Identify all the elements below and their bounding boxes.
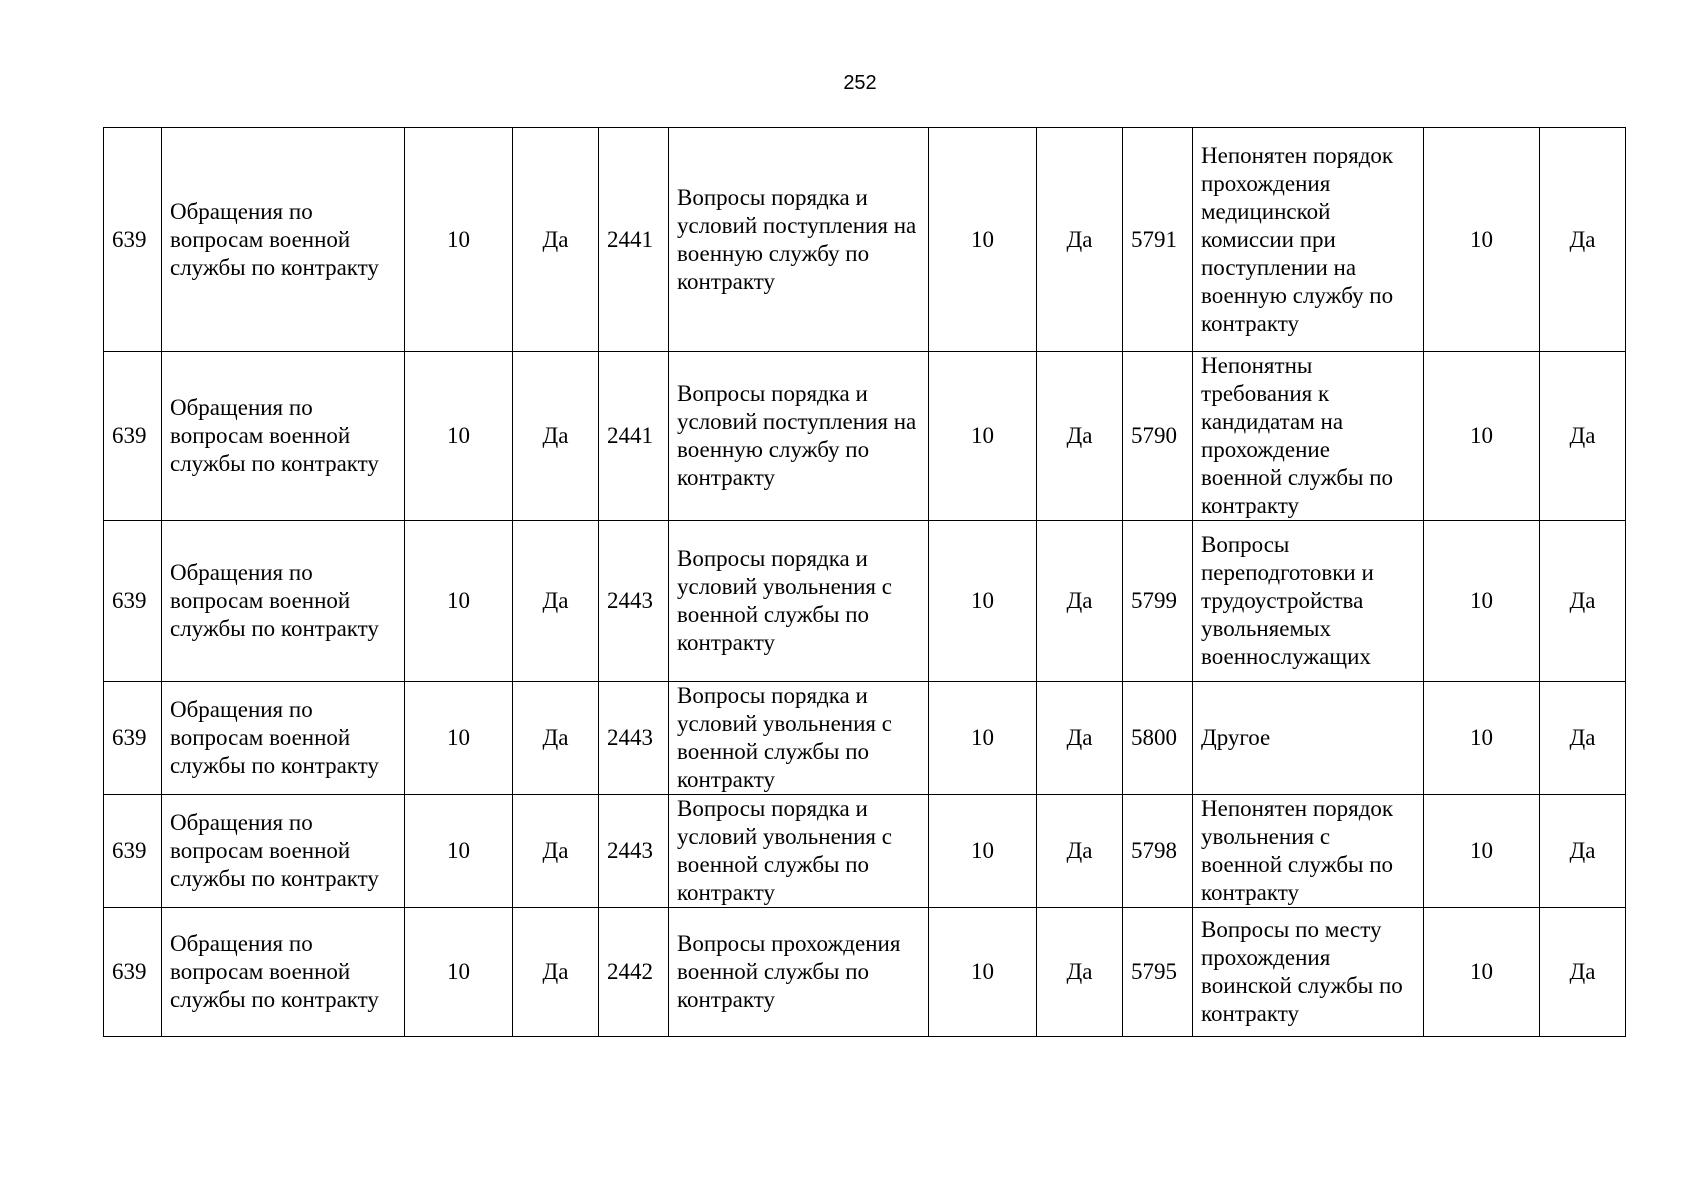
question-code-cell: 5800 xyxy=(1123,682,1193,795)
row-number-cell: 639 xyxy=(104,128,162,352)
question-code-cell: 5790 xyxy=(1123,352,1193,521)
subtopic-score-cell: 10 xyxy=(929,521,1037,682)
topic-score-cell: 10 xyxy=(405,682,513,795)
subtopic-score-cell: 10 xyxy=(929,795,1037,908)
topic-cell: Обращения по вопросам военной службы по контракту xyxy=(162,908,405,1037)
topic-flag-cell: Да xyxy=(513,682,599,795)
table-row xyxy=(104,795,1626,908)
topic-score-cell: 10 xyxy=(405,795,513,908)
topic-score-cell: 10 xyxy=(405,128,513,352)
question-cell: Другое xyxy=(1193,682,1424,795)
subtopic-code-cell: 2443 xyxy=(599,682,669,795)
topic-flag-cell: Да xyxy=(513,128,599,352)
table-body xyxy=(104,128,1626,1037)
subtopic-flag-cell: Да xyxy=(1037,682,1123,795)
row-number-cell: 639 xyxy=(104,908,162,1037)
topic-score-cell: 10 xyxy=(405,352,513,521)
question-score-cell: 10 xyxy=(1424,352,1540,521)
table-row xyxy=(104,908,1626,1037)
question-score-cell: 10 xyxy=(1424,128,1540,352)
subtopic-cell: Вопросы порядка и условий увольнения с военной службы по контракту xyxy=(669,795,929,908)
table-row xyxy=(104,352,1626,521)
question-cell: Вопросы переподготовки и трудоустройства увольняемых военнослужащих xyxy=(1193,521,1424,682)
question-cell: Вопросы по месту прохождения воинской службы по контракту xyxy=(1193,908,1424,1037)
subtopic-code-cell: 2442 xyxy=(599,908,669,1037)
subtopic-score-cell: 10 xyxy=(929,128,1037,352)
subtopic-flag-cell: Да xyxy=(1037,352,1123,521)
row-number-cell: 639 xyxy=(104,352,162,521)
subtopic-cell: Вопросы прохождения военной службы по контракту xyxy=(669,908,929,1037)
question-score-cell: 10 xyxy=(1424,795,1540,908)
question-score-cell: 10 xyxy=(1424,908,1540,1037)
question-flag-cell: Да xyxy=(1540,352,1626,521)
row-number-cell: 639 xyxy=(104,682,162,795)
topic-cell: Обращения по вопросам военной службы по контракту xyxy=(162,795,405,908)
subtopic-score-cell: 10 xyxy=(929,682,1037,795)
topic-cell: Обращения по вопросам военной службы по контракту xyxy=(162,521,405,682)
topic-flag-cell: Да xyxy=(513,908,599,1037)
subtopic-flag-cell: Да xyxy=(1037,521,1123,682)
question-code-cell: 5799 xyxy=(1123,521,1193,682)
subtopic-cell: Вопросы порядка и условий поступления на военную службу по контракту xyxy=(669,128,929,352)
subtopic-flag-cell: Да xyxy=(1037,908,1123,1037)
subtopic-code-cell: 2443 xyxy=(599,521,669,682)
subtopic-code-cell: 2443 xyxy=(599,795,669,908)
table-row xyxy=(104,682,1626,795)
question-code-cell: 5798 xyxy=(1123,795,1193,908)
subtopic-flag-cell: Да xyxy=(1037,795,1123,908)
subtopic-score-cell: 10 xyxy=(929,908,1037,1037)
question-flag-cell: Да xyxy=(1540,128,1626,352)
table-row xyxy=(104,128,1626,352)
topic-cell: Обращения по вопросам военной службы по контракту xyxy=(162,682,405,795)
topic-cell: Обращения по вопросам военной службы по контракту xyxy=(162,128,405,352)
topic-cell: Обращения по вопросам военной службы по контракту xyxy=(162,352,405,521)
page-number: 252 xyxy=(843,72,877,94)
subtopic-code-cell: 2441 xyxy=(599,128,669,352)
question-flag-cell: Да xyxy=(1540,908,1626,1037)
question-cell: Непонятен порядок увольнения с военной службы по контракту xyxy=(1193,795,1424,908)
data-table xyxy=(103,127,1626,1037)
question-code-cell: 5795 xyxy=(1123,908,1193,1037)
subtopic-cell: Вопросы порядка и условий увольнения с военной службы по контракту xyxy=(669,682,929,795)
topic-flag-cell: Да xyxy=(513,521,599,682)
topic-flag-cell: Да xyxy=(513,795,599,908)
topic-score-cell: 10 xyxy=(405,908,513,1037)
question-cell: Непонятен порядок прохождения медицинской комиссии при поступлении на военную службу по контракту xyxy=(1193,128,1424,352)
subtopic-flag-cell: Да xyxy=(1037,128,1123,352)
subtopic-cell: Вопросы порядка и условий увольнения с военной службы по контракту xyxy=(669,521,929,682)
question-flag-cell: Да xyxy=(1540,682,1626,795)
subtopic-cell: Вопросы порядка и условий поступления на военную службу по контракту xyxy=(669,352,929,521)
row-number-cell: 639 xyxy=(104,521,162,682)
table-row xyxy=(104,521,1626,682)
topic-score-cell: 10 xyxy=(405,521,513,682)
topic-flag-cell: Да xyxy=(513,352,599,521)
subtopic-code-cell: 2441 xyxy=(599,352,669,521)
row-number-cell: 639 xyxy=(104,795,162,908)
question-score-cell: 10 xyxy=(1424,682,1540,795)
question-cell: Непонятны требования к кандидатам на прохождение военной службы по контракту xyxy=(1193,352,1424,521)
question-flag-cell: Да xyxy=(1540,521,1626,682)
question-code-cell: 5791 xyxy=(1123,128,1193,352)
question-score-cell: 10 xyxy=(1424,521,1540,682)
question-flag-cell: Да xyxy=(1540,795,1626,908)
subtopic-score-cell: 10 xyxy=(929,352,1037,521)
